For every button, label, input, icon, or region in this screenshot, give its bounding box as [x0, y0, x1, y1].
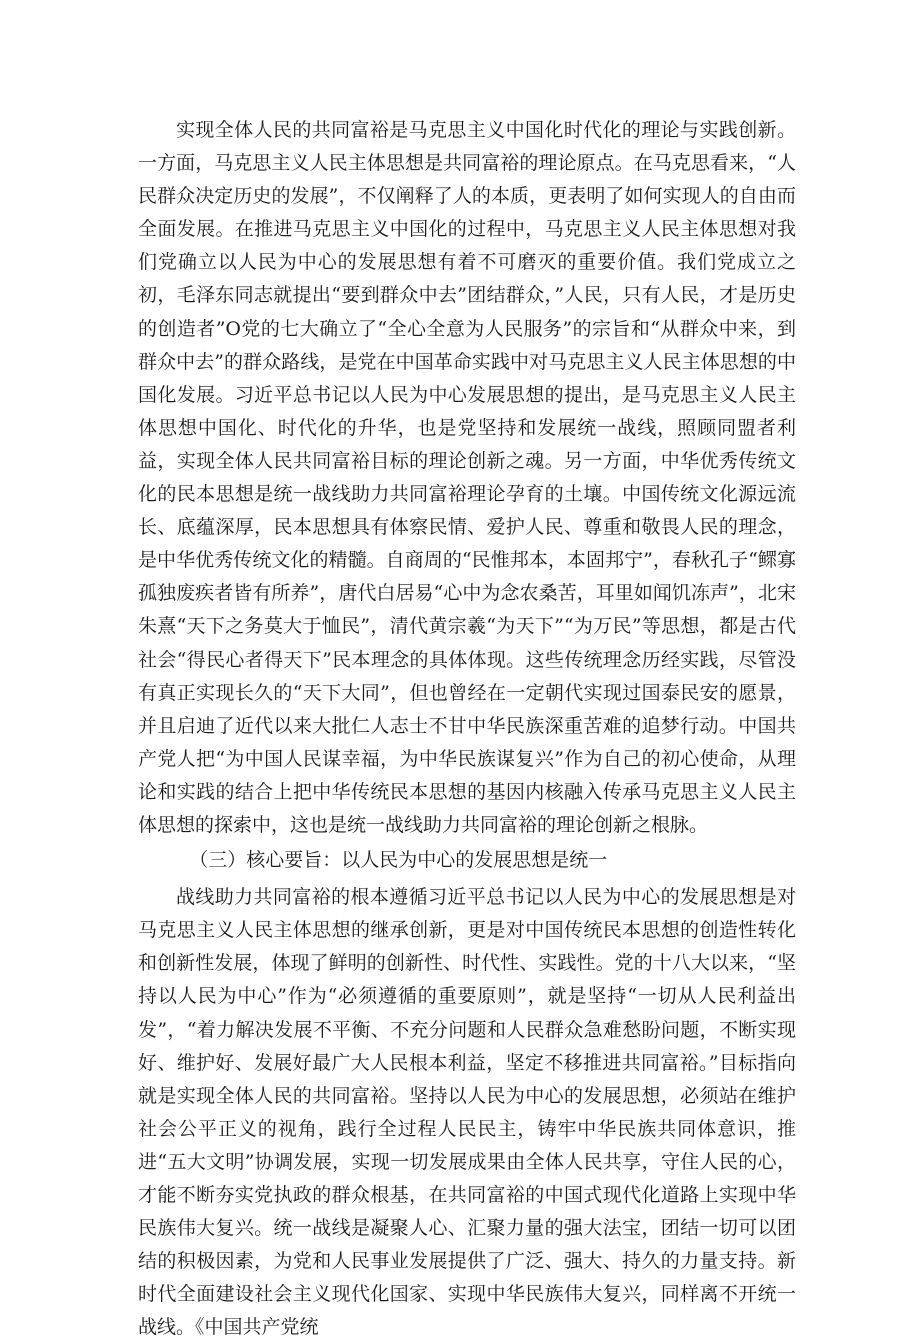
document-body — [138, 114, 796, 1344]
body-paragraph: 实现全体人民的共同富裕是马克思主义中国化时代化的理论与实践创新。一方面，马克思主义人民主体思想是共同富裕的理论原点。在马克思看来，“人民群众决定历史的发展”，不仅阐释了人的本质，更表明了如何实现人的自由而全面发展。在推进马克思主义中国化的过程中，马克思主义人民主体思想对我们党确立以人民为中心的发展思想有着不可磨灭的重要价值。我们党成立之初，毛泽东同志就提出“要到群众中去”团结群众，”人民，只有人民，才是历史的创造者”O党的七大确立了“全心全意为人民服务”的宗旨和“从群众中来，到群众中去”的群众路线，是党在中国革命实践中对马克思主义人民主体思想的中国化发展。习近平总书记以人民为中心发展思想的提出，是马克思主义人民主体思想中国化、时代化的升华，也是党坚持和发展统一战线，照顾同盟者利益，实现全体人民共同富裕目标的理论创新之魂。另一方面，中华优秀传统文化的民本思想是统一战线助力共同富裕理论孕育的土壤。中国传统文化源远流长、底蕴深厚，民本思想具有体察民情、爱护人民、尊重和敬畏人民的理念，是中华优秀传统文化的精髓。自商周的“民惟邦本，本固邦宁”，春秋孔子“鳏寡孤独废疾者皆有所养”，唐代白居易“心中为念农桑苦，耳里如闻饥冻声”，北宋朱熹“天下之务莫大于恤民”，清代黄宗羲“为天下”“为万民”等思想，都是古代社会“得民心者得天下”民本理念的具体体现。这些传统理念历经实践，尽管没有真正实现长久的“天下大同”，但也曾经在一定朝代实现过国泰民安的愿景，并且启迪了近代以来大批仁人志士不甘中华民族深重苦难的追梦行动。中国共产党人把“为中国人民谋幸福，为中华民族谋复兴”作为自己的初心使命，从理论和实践的结合上把中华传统民本思想的基因内核融入传承马克思主义人民主体思想的探索中，这也是统一战线助力共同富裕的理论创新之根脉。 — [138, 119, 796, 836]
section-heading: （三）核心要旨：以人民为中心的发展思想是统一 — [189, 849, 608, 872]
body-paragraph: 战线助力共同富裕的根本遵循习近平总书记以人民为中心的发展思想是对马克思主义人民主体思想的继承创新，更是对中国传统民本思想的创造性转化和创新性发展，体现了鲜明的创新性、时代性、实践性。党的十八大以来，“坚持以人民为中心”作为“必须遵循的重要原则”，就是坚持“一切从人民利益出发”，“着力解决发展不平衡、不充分问题和人民群众急难愁盼问题，不断实现好、维护好、发展好最广大人民根本利益，坚定不移推进共同富裕。”目标指向就是实现全体人民的共同富裕。坚持以人民为中心的发展思想，必须站在维护社会公平正义的视角，践行全过程人民民主，铸牢中华民族共同体意识，推进“五大文明”协调发展，实现一切发展成果由全体人民共享，守住人民的心，才能不断夯实党执政的群众根基，在共同富裕的中国式现代化道路上实现中华民族伟大复兴。统一战线是凝聚人心、汇聚力量的强大法宝，团结一切可以团结的积极因素，为党和人民事业发展提供了广泛、强大、持久的力量支持。新时代全面建设社会主义现代化国家、实现中华民族伟大复兴，同样离不开统一战线。《中国共产党统 — [138, 886, 796, 1339]
